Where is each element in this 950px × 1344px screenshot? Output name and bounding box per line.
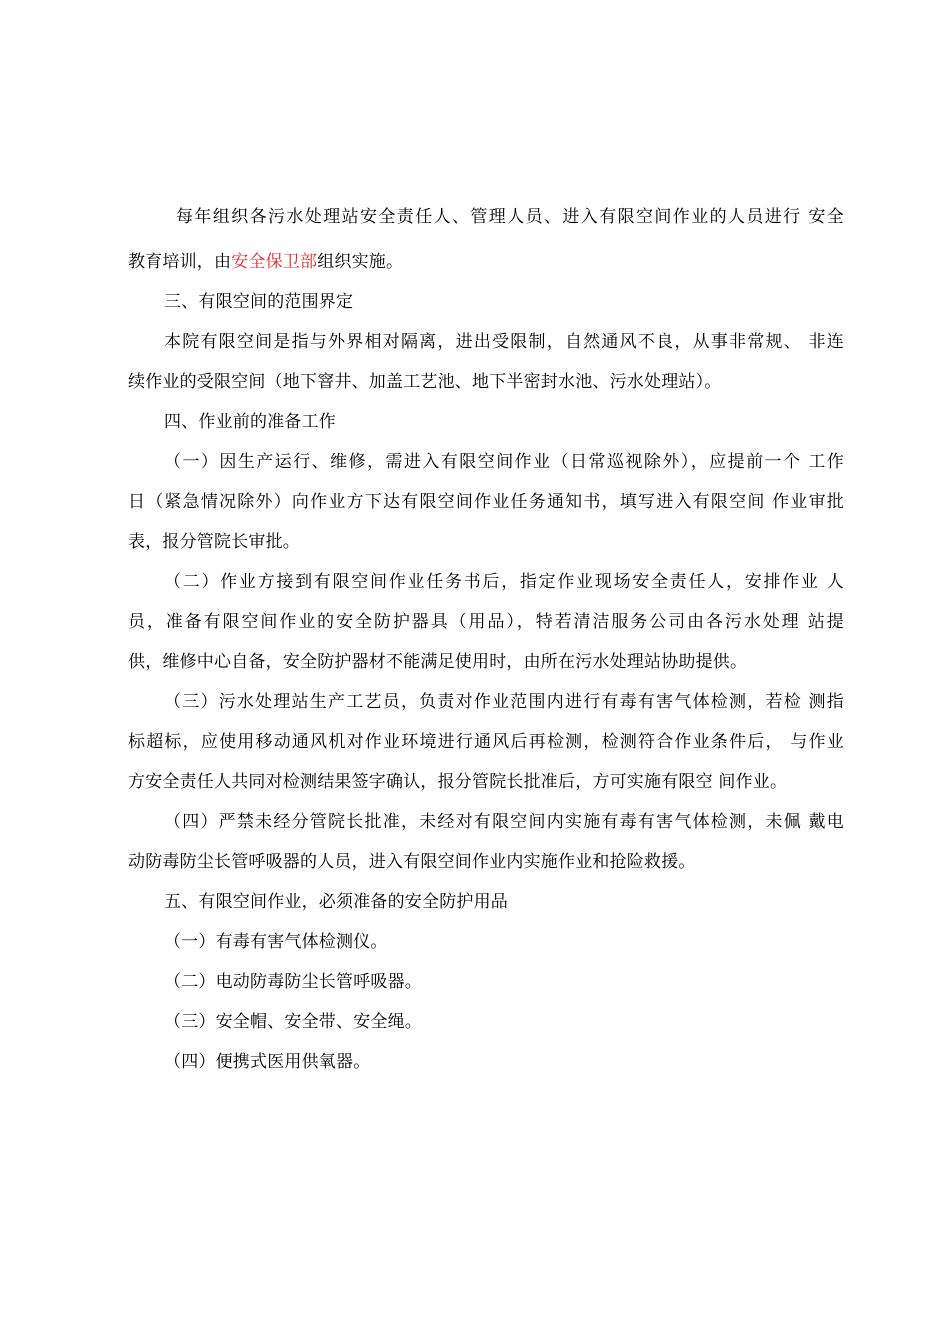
- paragraph-scope-line-2: 续作业的受限空间（地下窨井、加盖工艺池、地下半密封水池、污水处理站）。: [128, 372, 722, 392]
- section-heading-preparation: 四、作业前的准备工作: [164, 412, 336, 432]
- paragraph-prep-1-line-3: 表，报分管院长审批。: [128, 532, 300, 552]
- equipment-list-item: （一）有毒有害气体检测仪。: [164, 932, 388, 952]
- equipment-list-item: （三）安全帽、安全带、安全绳。: [164, 1012, 422, 1032]
- paragraph-prep-1-line-2: 日（紧急情况除外）向作业方下达有限空间作业任务通知书，填写进入有限空间 作业审批: [128, 492, 844, 512]
- paragraph-prep-2-line-3: 供，维修中心自备，安全防护器材不能满足使用时，由所在污水处理站协助提供。: [128, 652, 748, 672]
- security-department-highlight: 安全保卫部: [231, 252, 318, 272]
- paragraph-prep-3-line-3: 方安全责任人共同对检测结果签字确认，报分管院长批准后，方可实施有限空 间作业。: [128, 772, 788, 792]
- paragraph-prep-2-line-2: 员，准备有限空间作业的安全防护器具（用品），特若清洁服务公司由各污水处理 站提: [128, 612, 844, 632]
- paragraph-training-line-2: [128, 250, 403, 274]
- paragraph-prep-4-line-2: 动防毒防尘长管呼吸器的人员，进入有限空间作业内实施作业和抢险救援。: [128, 852, 696, 872]
- section-heading-scope: 三、有限空间的范围界定: [164, 292, 354, 312]
- paragraph-prep-4-line-1: （四）严禁未经分管院长批准，未经对有限空间内实施有毒有害气体检测，未佩 戴电: [164, 812, 844, 832]
- paragraph-prep-3-line-2: 标超标，应使用移动通风机对作业环境进行通风后再检测，检测符合作业条件后， 与作业: [128, 732, 844, 752]
- equipment-list-item: （四）便携式医用供氧器。: [164, 1052, 371, 1072]
- equipment-list-item: （二）电动防毒防尘长管呼吸器。: [164, 972, 422, 992]
- paragraph-prep-1-line-1: （一）因生产运行、维修，需进入有限空间作业（日常巡视除外），应提前一个 工作: [164, 452, 844, 472]
- paragraph-prep-2-line-1: （二）作业方接到有限空间作业任务书后，指定作业现场安全责任人，安排作业 人: [164, 572, 844, 592]
- section-heading-equipment: 五、有限空间作业，必须准备的安全防护用品: [164, 892, 508, 912]
- paragraph-prep-3-line-1: （三）污水处理站生产工艺员，负责对作业范围内进行有毒有害气体检测，若检 测指: [164, 692, 844, 712]
- paragraph-scope-line-1: 本院有限空间是指与外界相对隔离，进出受限制，自然通风不良，从事非常规、 非连: [164, 332, 844, 352]
- training-text-before: 教育培训，由: [128, 252, 232, 272]
- training-text-after: 组织实施。: [317, 252, 404, 272]
- paragraph-training-line-1: 每年组织各污水处理站安全责任人、管理人员、进入有限空间作业的人员进行 安全: [176, 207, 844, 227]
